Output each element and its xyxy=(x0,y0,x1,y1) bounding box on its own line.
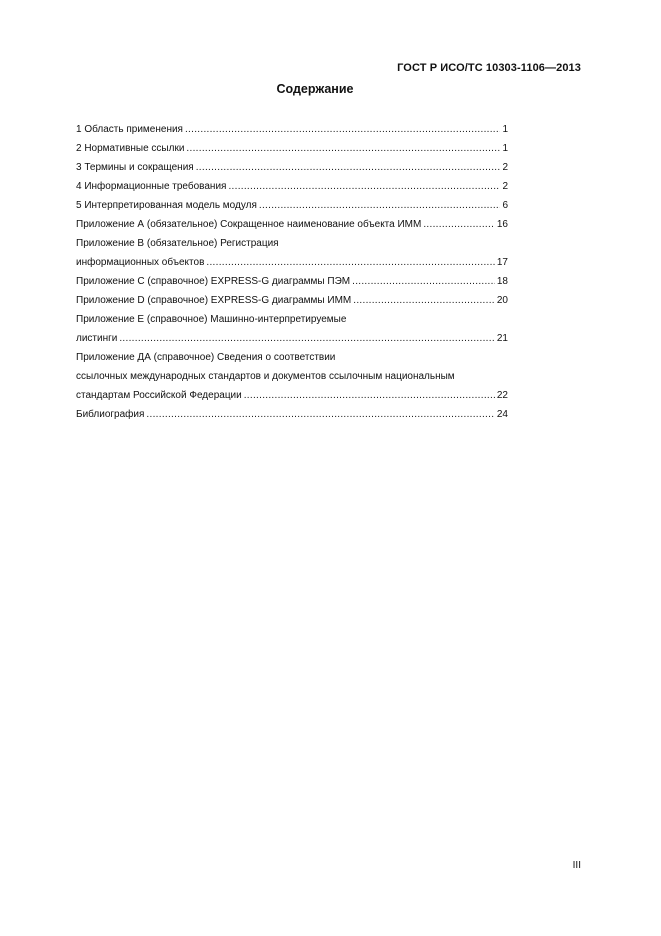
toc-entry[interactable]: ссылочных международных стандартов и документов ссылочным национальным xyxy=(76,371,455,382)
table-of-contents xyxy=(76,120,508,424)
document-header: ГОСТ Р ИСО/ТС 10303-1106—2013 xyxy=(397,62,581,74)
toc-entry[interactable]: 1 Область применения ..... 1 xyxy=(76,120,508,139)
toc-entry[interactable]: листинги ..... 21 xyxy=(76,329,508,348)
toc-entry[interactable]: Приложение ДА (справочное) Сведения о соответствии xyxy=(76,352,336,363)
toc-entry[interactable]: Приложение Е (справочное) Машинно-интерпретируемые xyxy=(76,314,347,325)
toc-entry[interactable]: Приложение В (обязательное) Регистрация xyxy=(76,238,279,249)
page-title: Содержание xyxy=(276,82,354,96)
toc-leader xyxy=(186,139,500,158)
toc-leader xyxy=(423,215,495,234)
toc-leader xyxy=(196,158,501,177)
toc-entry[interactable]: 3 Термины и сокращения ..... 2 xyxy=(76,158,508,177)
toc-entry[interactable]: 2 Нормативные ссылки ..... 1 xyxy=(76,139,508,158)
toc-leader xyxy=(259,196,501,215)
toc-leader xyxy=(244,386,495,405)
page-number: III xyxy=(572,860,581,871)
toc-entry[interactable]: 4 Информационные требования ..... 2 xyxy=(76,177,508,196)
toc-entry[interactable]: Приложение С (справочное) EXPRESS-G диаграммы ПЭМ ..... 18 xyxy=(76,272,508,291)
toc-entry[interactable]: информационных объектов ..... 17 xyxy=(76,253,508,272)
toc-leader xyxy=(206,253,494,272)
toc-leader xyxy=(119,329,495,348)
toc-entry[interactable]: Приложение А (обязательное) Сокращенное наименование объекта ИММ ..... 16 xyxy=(76,215,508,234)
toc-leader xyxy=(185,120,500,139)
toc-leader xyxy=(228,177,500,196)
toc-leader xyxy=(146,405,494,424)
toc-entry[interactable]: Приложение D (справочное) EXPRESS-G диаграммы ИММ ..... 20 xyxy=(76,291,508,310)
toc-entry[interactable]: 5 Интерпретированная модель модуля ..... 6 xyxy=(76,196,508,215)
toc-entry[interactable]: стандартам Российской Федерации ..... 22 xyxy=(76,386,508,405)
toc-entry[interactable]: Библиография ..... 24 xyxy=(76,405,508,424)
toc-leader xyxy=(352,272,495,291)
toc-leader xyxy=(353,291,495,310)
